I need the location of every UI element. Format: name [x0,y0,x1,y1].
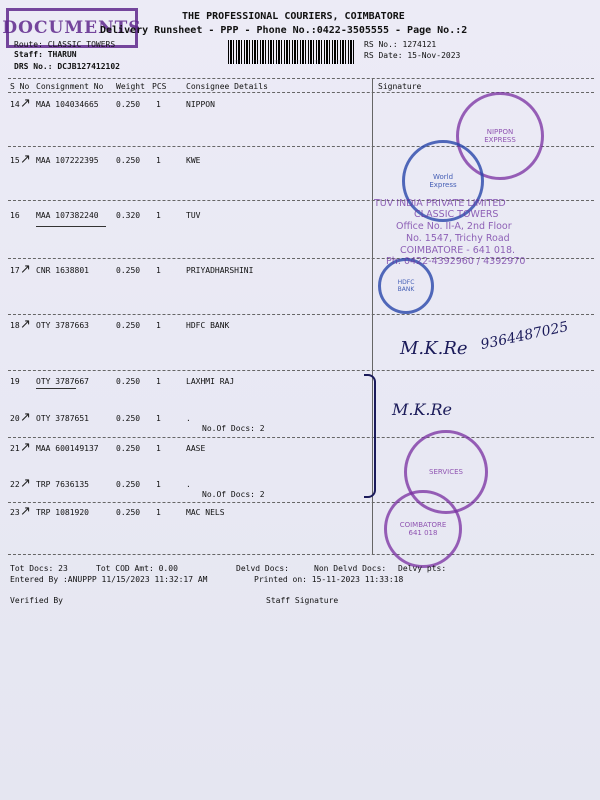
tuv-stamp-line6: Ph: 0422-4392960 / 4392970 [386,256,526,267]
row-sno: 17 [10,266,20,275]
table-row [0,480,600,502]
world-express-stamp: World Express [402,140,484,222]
row-consignment: MAA 600149137 [36,444,99,453]
row-pcs: 1 [156,211,161,220]
table-row [0,444,600,466]
row-pcs: 1 [156,480,161,489]
table-row [0,508,600,530]
barcode-icon [228,40,356,64]
tick-mark-icon: ↗ [20,504,31,519]
ink-underline [36,388,76,389]
table-row [0,377,600,399]
printed-on: Printed on: 15-11-2023 11:33:18 [254,575,404,584]
row-consignee: . [186,414,191,423]
row-pcs: 1 [156,377,161,386]
table-row [0,266,600,288]
divider [8,554,594,555]
hdfc-bank-stamp: HDFC BANK [378,258,434,314]
bracket-mark [364,374,376,498]
header-pcs: PCS [152,82,167,91]
row-consignee: HDFC BANK [186,321,230,330]
row-weight: 0.250 [116,321,141,330]
drs-number: DRS No.: DCJB127412102 [14,62,120,71]
tuv-stamp-line2: CLASSIC TOWERS [414,209,499,220]
row-consignment: MAA 104034665 [36,100,99,109]
documents-stamp: DOCUMENTS [6,8,138,48]
row-consignment: TRP 7636135 [36,480,89,489]
row-pcs: 1 [156,414,161,423]
tuv-stamp-line1: TUV INDIA PRIVATE LIMITED [374,198,506,209]
row-consignment: CNR 1638801 [36,266,89,275]
divider [8,437,594,438]
row-consignment: OTY 3787651 [36,414,89,423]
rs-number: RS No.: 1274121 [364,40,437,49]
header-signature: Signature [378,82,422,91]
tick-mark-icon: ↗ [20,152,31,167]
handwritten-signature: M.K.Re [400,338,468,359]
handwritten-signature-2: M.K.Re [392,400,453,419]
row-docs: No.Of Docs: 2 [202,490,265,499]
row-pcs: 1 [156,100,161,109]
row-weight: 0.250 [116,444,141,453]
row-sno: 19 [10,377,20,386]
row-weight: 0.250 [116,414,141,423]
row-weight: 0.250 [116,156,141,165]
row-weight: 0.250 [116,266,141,275]
header-sno: S No [10,82,30,91]
mac-nels-stamp: COIMBATORE 641 018 [384,490,462,568]
header-weight: Weight [116,82,145,91]
row-consignee: MAC NELS [186,508,225,517]
row-consignment: TRP 1081920 [36,508,89,517]
row-weight: 0.320 [116,211,141,220]
tick-mark-icon: ↗ [20,262,31,277]
nippon-express-stamp: NIPPON EXPRESS [456,92,544,180]
tick-mark-icon: ↗ [20,410,31,425]
row-consignee: LAXHMI RAJ [186,377,235,386]
total-cod: Tot COD Amt: 0.00 [96,564,178,573]
verified-by: Verified By [10,596,63,605]
tuv-stamp-line4: No. 1547, Trichy Road [406,233,510,244]
row-sno: 14 [10,100,20,109]
row-consignment: MAA 107222395 [36,156,99,165]
row-pcs: 1 [156,156,161,165]
company-name: THE PROFESSIONAL COURIERS, COIMBATORE [182,11,405,22]
delivery-points: Delvy pts: [398,564,447,573]
row-sno: 23 [10,508,20,517]
row-consignee: TUV [186,211,201,220]
row-weight: 0.250 [116,100,141,109]
row-consignee: KWE [186,156,201,165]
row-weight: 0.250 [116,377,141,386]
row-docs: No.Of Docs: 2 [202,424,265,433]
row-pcs: 1 [156,508,161,517]
tuv-stamp-line5: COIMBATORE - 641 018. [400,245,516,256]
row-consignee: AASE [186,444,206,453]
row-weight: 0.250 [116,480,141,489]
runsheet-title: Delivery Runsheet - PPP - Phone No.:0422-3505555 - Page No.:2 [100,25,468,36]
tick-mark-icon: ↗ [20,476,31,491]
divider [8,78,594,79]
row-sno: 15 [10,156,20,165]
row-sno: 16 [10,211,20,220]
row-consignee: NIPPON [186,100,215,109]
handwritten-phone: 9364487025 [479,318,570,354]
divider [8,370,594,371]
delivered-docs: Delvd Docs: [236,564,289,573]
row-sno: 20 [10,414,20,423]
tick-mark-icon: ↗ [20,96,31,111]
row-weight: 0.250 [116,508,141,517]
row-consignment: OTY 3787667 [36,377,89,386]
row-sno: 22 [10,480,20,489]
row-sno: 18 [10,321,20,330]
total-docs: Tot Docs: 23 [10,564,68,573]
divider [8,200,594,201]
header-consignment: Consignment No [36,82,104,91]
rs-date: RS Date: 15-Nov-2023 [364,51,461,60]
tick-mark-icon: ↗ [20,440,31,455]
tick-mark-icon: ↗ [20,317,31,332]
table-row [0,414,600,436]
route-label: Route: CLASSIC TOWERS [14,40,116,49]
non-delivered-docs: Non Delvd Docs: [314,564,387,573]
row-pcs: 1 [156,321,161,330]
header-consignee: Consignee Details [186,82,268,91]
ink-underline [36,226,106,227]
services-stamp: SERVICES [404,430,488,514]
entered-by: Entered By :ANUPPP 11/15/2023 11:32:17 AM [10,575,208,584]
row-consignee: . [186,480,191,489]
divider [8,502,594,503]
divider [8,314,594,315]
row-consignment: MAA 107382240 [36,211,99,220]
row-pcs: 1 [156,266,161,275]
row-pcs: 1 [156,444,161,453]
staff-label: Staff: THARUN [14,50,77,59]
row-sno: 21 [10,444,20,453]
row-consignment: OTY 3787663 [36,321,89,330]
row-consignee: PRIYADHARSHINI [186,266,254,275]
staff-signature: Staff Signature [266,596,339,605]
tuv-stamp-line3: Office No. II-A, 2nd Floor [396,221,512,232]
